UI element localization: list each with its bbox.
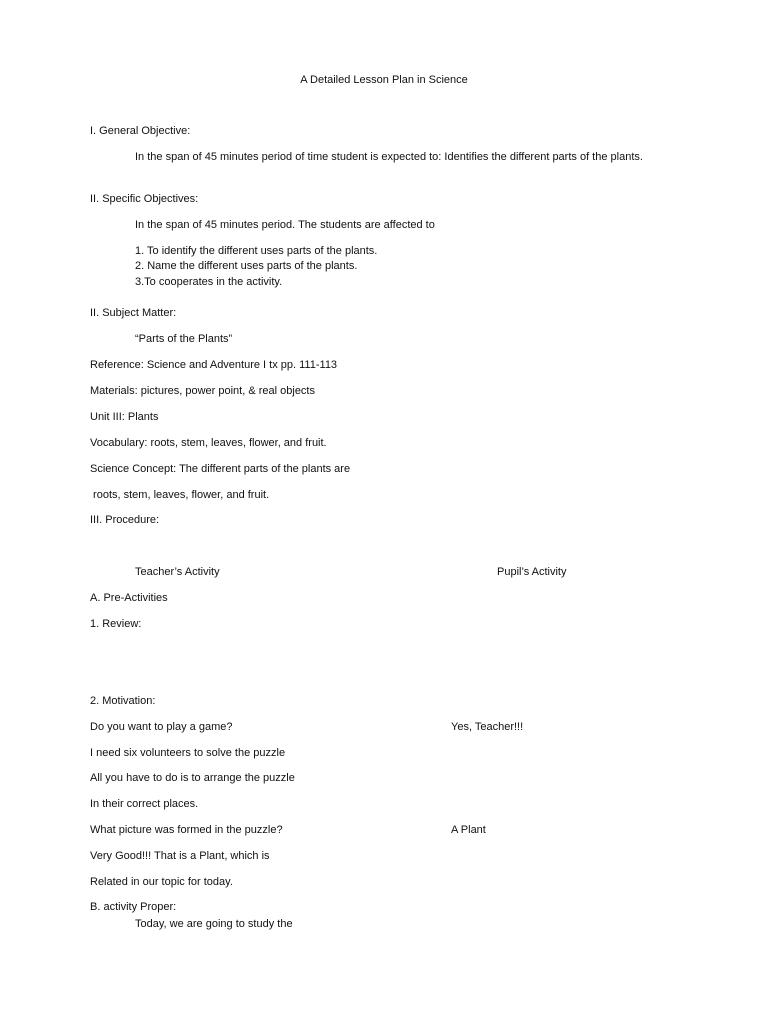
materials-line: Materials: pictures, power point, & real objects [90,385,315,397]
subject-matter-topic: “Parts of the Plants” [135,333,233,345]
specific-objectives-intro: In the span of 45 minutes period. The students are affected to [135,219,435,231]
pupil-activity-column-header: Pupil’s Activity [497,566,567,578]
pupil-line: A Plant [451,824,486,836]
specific-objectives-heading: II. Specific Objectives: [90,193,199,205]
review-heading: 1. Review: [90,618,142,630]
teacher-line: All you have to do is to arrange the puzzle [90,772,295,784]
vocabulary-line: Vocabulary: roots, stem, leaves, flower, and fruit. [90,437,327,449]
procedure-heading: III. Procedure: [90,514,160,526]
teacher-line: Do you want to play a game? [90,721,233,733]
general-objective-heading: I. General Objective: [90,125,191,137]
teacher-line: Related in our topic for today. [90,876,233,888]
unit-line: Unit III: Plants [90,411,159,423]
science-concept-line-2: roots, stem, leaves, flower, and fruit. [90,489,270,501]
activity-proper-line: Today, we are going to study the [135,918,293,930]
reference-line: Reference: Science and Adventure I tx pp. 111-113 [90,359,338,371]
motivation-heading: 2. Motivation: [90,695,156,707]
specific-objective-item-2: 2. Name the different uses parts of the plants. [135,260,358,272]
pupil-line: Yes, Teacher!!! [451,721,524,733]
activity-proper-heading: B. activity Proper: [90,901,177,913]
document-title: A Detailed Lesson Plan in Science [300,74,468,86]
pre-activities-heading: A. Pre-Activities [90,592,168,604]
teacher-line: Very Good!!! That is a Plant, which is [90,850,270,862]
teacher-line: What picture was formed in the puzzle? [90,824,283,836]
subject-matter-heading: II. Subject Matter: [90,307,177,319]
general-objective-text: In the span of 45 minutes period of time student is expected to: Identifies the different parts of the plants. [135,151,643,163]
teacher-line: In their correct places. [90,798,199,810]
teacher-line: I need six volunteers to solve the puzzle [90,747,286,759]
science-concept-line-1: Science Concept: The different parts of the plants are [90,463,351,475]
specific-objective-item-1: 1. To identify the different uses parts of the plants. [135,245,378,257]
teacher-activity-column-header: Teacher’s Activity [135,566,220,578]
specific-objective-item-3: 3.To cooperates in the activity. [135,276,283,288]
